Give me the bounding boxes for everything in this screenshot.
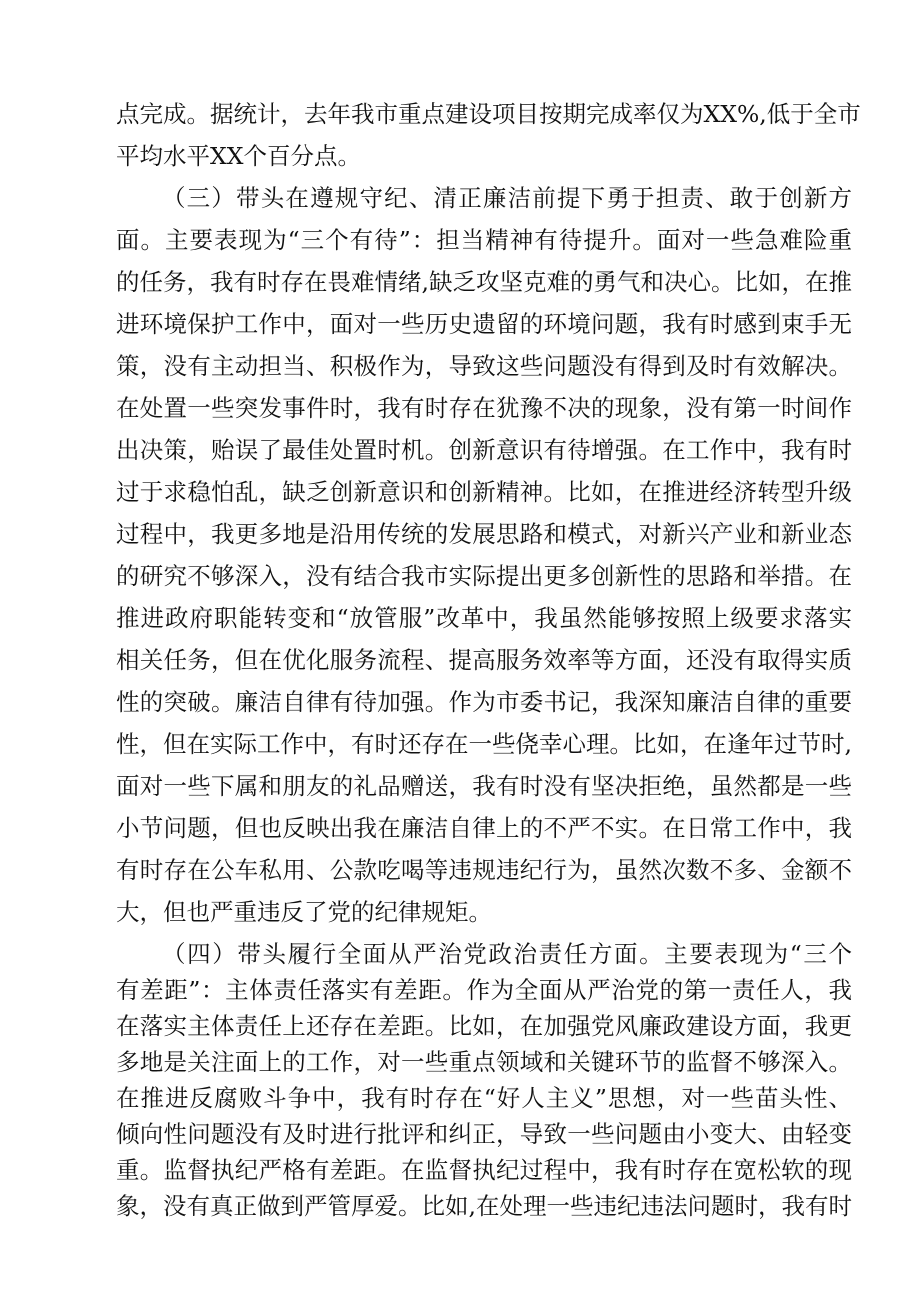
body-text-line: 相关任务，但在优化服务流程、提高服务效率等方面，还没有取得实质 bbox=[116, 646, 852, 674]
body-text-line: 点完成。据统计，去年我市重点建设项目按期完成率仅为XX%,低于全市 bbox=[116, 100, 861, 128]
body-text-line: 面对一些下属和朋友的礼品赠送，我有时没有坚决拒绝，虽然都是一些 bbox=[116, 772, 852, 800]
body-text-line: 多地是关注面上的工作，对一些重点领域和关键环节的监督不够深入。 bbox=[116, 1048, 852, 1076]
body-text-line: 在推进反腐败斗争中，我有时存在“好人主义”思想，对一些苗头性、 bbox=[116, 1084, 852, 1112]
body-text-line: 过程中，我更多地是沿用传统的发展思路和模式，对新兴产业和新业态 bbox=[116, 520, 852, 548]
body-text-line: 小节问题，但也反映出我在廉洁自律上的不严不实。在日常工作中，我 bbox=[116, 814, 852, 842]
body-text-line: 过于求稳怕乱，缺乏创新意识和创新精神。比如，在推进经济转型升级 bbox=[116, 478, 852, 506]
section-heading-three: （三）带头在遵规守纪、清正廉洁前提下勇于担责、敢于创新方 bbox=[162, 184, 852, 212]
body-text-line: 面。主要表现为“三个有待”：担当精神有待提升。面对一些急难险重 bbox=[116, 226, 852, 254]
body-text-line: 象，没有真正做到严管厚爱。比如,在处理一些违纪违法问题时，我有时 bbox=[116, 1192, 852, 1220]
body-text-line: 重。监督执纪严格有差距。在监督执纪过程中，我有时存在宽松软的现 bbox=[116, 1156, 852, 1184]
body-text-line: 性，但在实际工作中，有时还存在一些侥幸心理。比如，在逢年过节时, bbox=[116, 730, 852, 758]
body-text-line: 大，但也严重违反了党的纪律规矩。 bbox=[116, 898, 492, 926]
body-text-line: 有时存在公车私用、公款吃喝等违规违纪行为，虽然次数不多、金额不 bbox=[116, 856, 852, 884]
body-text-line: 进环境保护工作中，面对一些历史遗留的环境问题，我有时感到束手无 bbox=[116, 310, 852, 338]
body-text-line: 推进政府职能转变和“放管服”改革中，我虽然能够按照上级要求落实 bbox=[116, 604, 852, 632]
body-text-line: 在落实主体责任上还存在差距。比如，在加强党风廉政建设方面，我更 bbox=[116, 1012, 852, 1040]
body-text-line: 策，没有主动担当、积极作为，导致这些问题没有得到及时有效解决。 bbox=[116, 352, 852, 380]
body-text-line: 性的突破。廉洁自律有待加强。作为市委书记，我深知廉洁自律的重要 bbox=[116, 688, 852, 716]
body-text-line: 出决策，贻误了最佳处置时机。创新意识有待增强。在工作中，我有时 bbox=[116, 436, 852, 464]
body-text-line: 倾向性问题没有及时进行批评和纠正，导致一些问题由小变大、由轻变 bbox=[116, 1120, 852, 1148]
body-text-line: 在处置一些突发事件时，我有时存在犹豫不决的现象，没有第一时间作 bbox=[116, 394, 852, 422]
body-text-line: 有差距”：主体责任落实有差距。作为全面从严治党的第一责任人，我 bbox=[116, 976, 852, 1004]
body-text-line: 平均水平XX个百分点。 bbox=[116, 142, 361, 170]
body-text-line: 的研究不够深入，没有结合我市实际提出更多创新性的思路和举措。在 bbox=[116, 562, 852, 590]
section-heading-four: （四）带头履行全面从严治党政治责任方面。主要表现为“三个 bbox=[162, 940, 852, 968]
body-text-line: 的任务，我有时存在畏难情绪,缺乏攻坚克难的勇气和决心。比如，在推 bbox=[116, 268, 852, 296]
